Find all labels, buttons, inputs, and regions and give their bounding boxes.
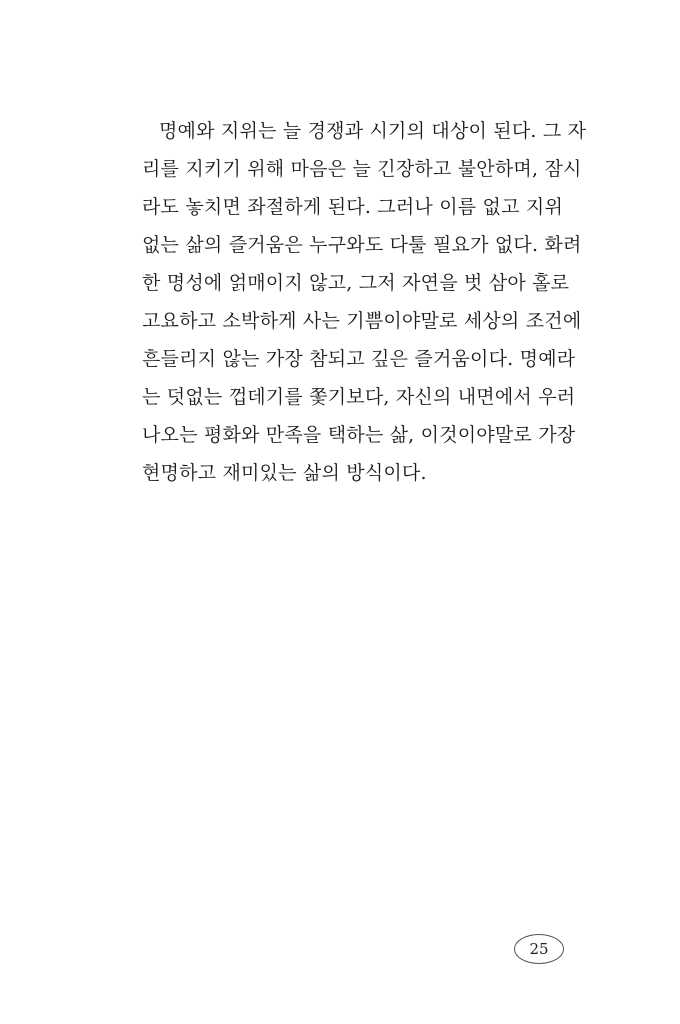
text-line: 명예와 지위는 늘 경쟁과 시기의 대상이 된다. 그 자 xyxy=(159,120,587,142)
text-line: 흔들리지 않는 가장 참되고 깊은 즐거움이다. 명예라 xyxy=(142,348,576,370)
text-line: 한 명성에 얽매이지 않고, 그저 자연을 벗 삼아 홀로 xyxy=(142,272,570,294)
text-line: 리를 지키기 위해 마음은 늘 긴장하고 불안하며, 잠시 xyxy=(142,158,582,180)
text-line: 는 덧없는 껍데기를 쫓기보다, 자신의 내면에서 우러 xyxy=(142,386,576,408)
text-line: 없는 삶의 즐거움은 누구와도 다툴 필요가 없다. 화려 xyxy=(142,234,582,256)
text-line: 고요하고 소박하게 사는 기쁨이야말로 세상의 조건에 xyxy=(142,310,582,332)
page-number: 25 xyxy=(514,934,564,964)
body-paragraph xyxy=(142,112,587,492)
text-line: 현명하고 재미있는 삶의 방식이다. xyxy=(142,462,427,484)
text-line: 나오는 평화와 만족을 택하는 삶, 이것이야말로 가장 xyxy=(142,424,576,446)
text-line: 라도 놓치면 좌절하게 된다. 그러나 이름 없고 지위 xyxy=(142,196,563,218)
